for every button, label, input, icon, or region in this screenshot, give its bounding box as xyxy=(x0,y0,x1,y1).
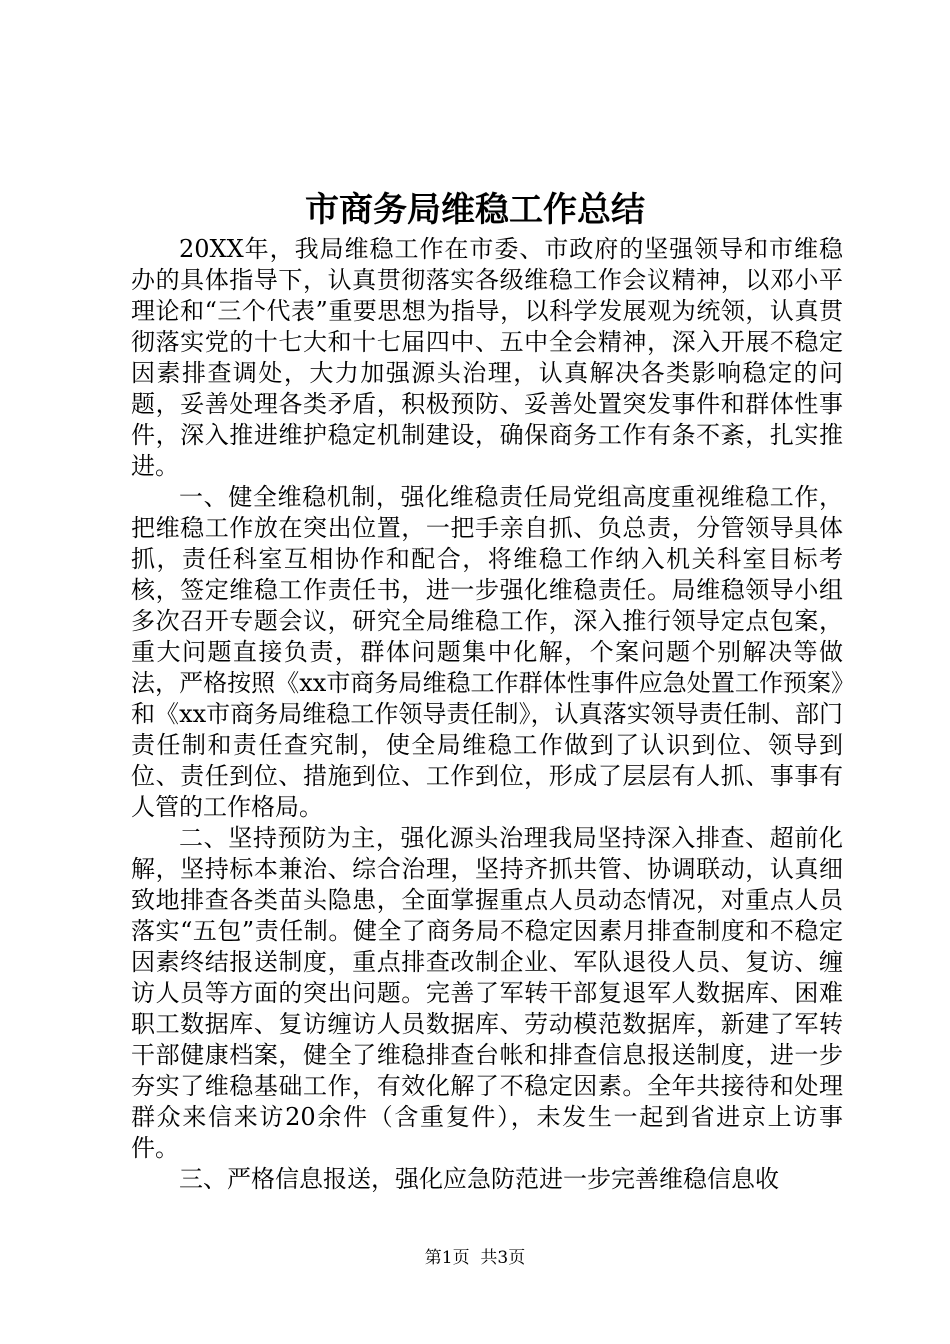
paragraph-section-1: 一、健全维稳机制，强化维稳责任局党组高度重视维稳工作，把维稳工作放在突出位置，一把手亲自抓、负总责，分管领导具体抓，责任科室互相协作和配合，将维稳工作纳入机关科室目标考核，签定维稳工作责任书，进一步强化维稳责任。局维稳领导小组多次召开专题会议，研究全局维稳工作，深入推行领导定点包案，重大问题直接负责，群体问题集中化解，个案问题个别解决等做法，严格按照《xx市商务局维稳工作群体性事件应急处置工作预案》和《xx市商务局维稳工作领导责任制》，认真落实领导责任制、部门责任制和责任查究制，使全局维稳工作做到了认识到位、领导到位、责任到位、措施到位、工作到位，形成了层层有人抓、事事有人管的工作格局。 xyxy=(131,483,843,821)
paragraph-section-3: 三、严格信息报送，强化应急防范进一步完善维稳信息收 xyxy=(179,1165,779,1193)
page-number-footer: 第1页 共3页 xyxy=(424,1248,526,1268)
paragraph-section-2: 二、坚持预防为主，强化源头治理我局坚持深入排查、超前化解，坚持标本兼治、综合治理，坚持齐抓共管、协调联动，认真细致地排查各类苗头隐患，全面掌握重点人员动态情况，对重点人员落实“五包”责任制。健全了商务局不稳定因素月排查制度和不稳定因素终结报送制度，重点排查改制企业、军队退役人员、复访、缠访人员等方面的突出问题。完善了军转干部复退军人数据库、困难职工数据库、复访缠访人员数据库、劳动模范数据库，新建了军转干部健康档案，健全了维稳排查台帐和排查信息报送制度，进一步夯实了维稳基础工作，有效化解了不稳定因素。全年共接待和处理群众来信来访20余件（含重复件），未发生一起到省进京上访事件。 xyxy=(131,824,843,1162)
document-body xyxy=(131,234,843,1195)
paragraph-intro: 20XX年，我局维稳工作在市委、市政府的坚强领导和市维稳办的具体指导下，认真贯彻落实各级维稳工作会议精神，以邓小平理论和“三个代表”重要思想为指导，以科学发展观为统领，认真贯彻落实党的十七大和十七届四中、五中全会精神，深入开展不稳定因素排查调处，大力加强源头治理，认真解决各类影响稳定的问题，妥善处理各类矛盾，积极预防、妥善处置突发事件和群体性事件，深入推进维护稳定机制建设，确保商务工作有条不紊，扎实推进。 xyxy=(131,235,843,480)
document-title: 市商务局维稳工作总结 xyxy=(305,190,645,230)
